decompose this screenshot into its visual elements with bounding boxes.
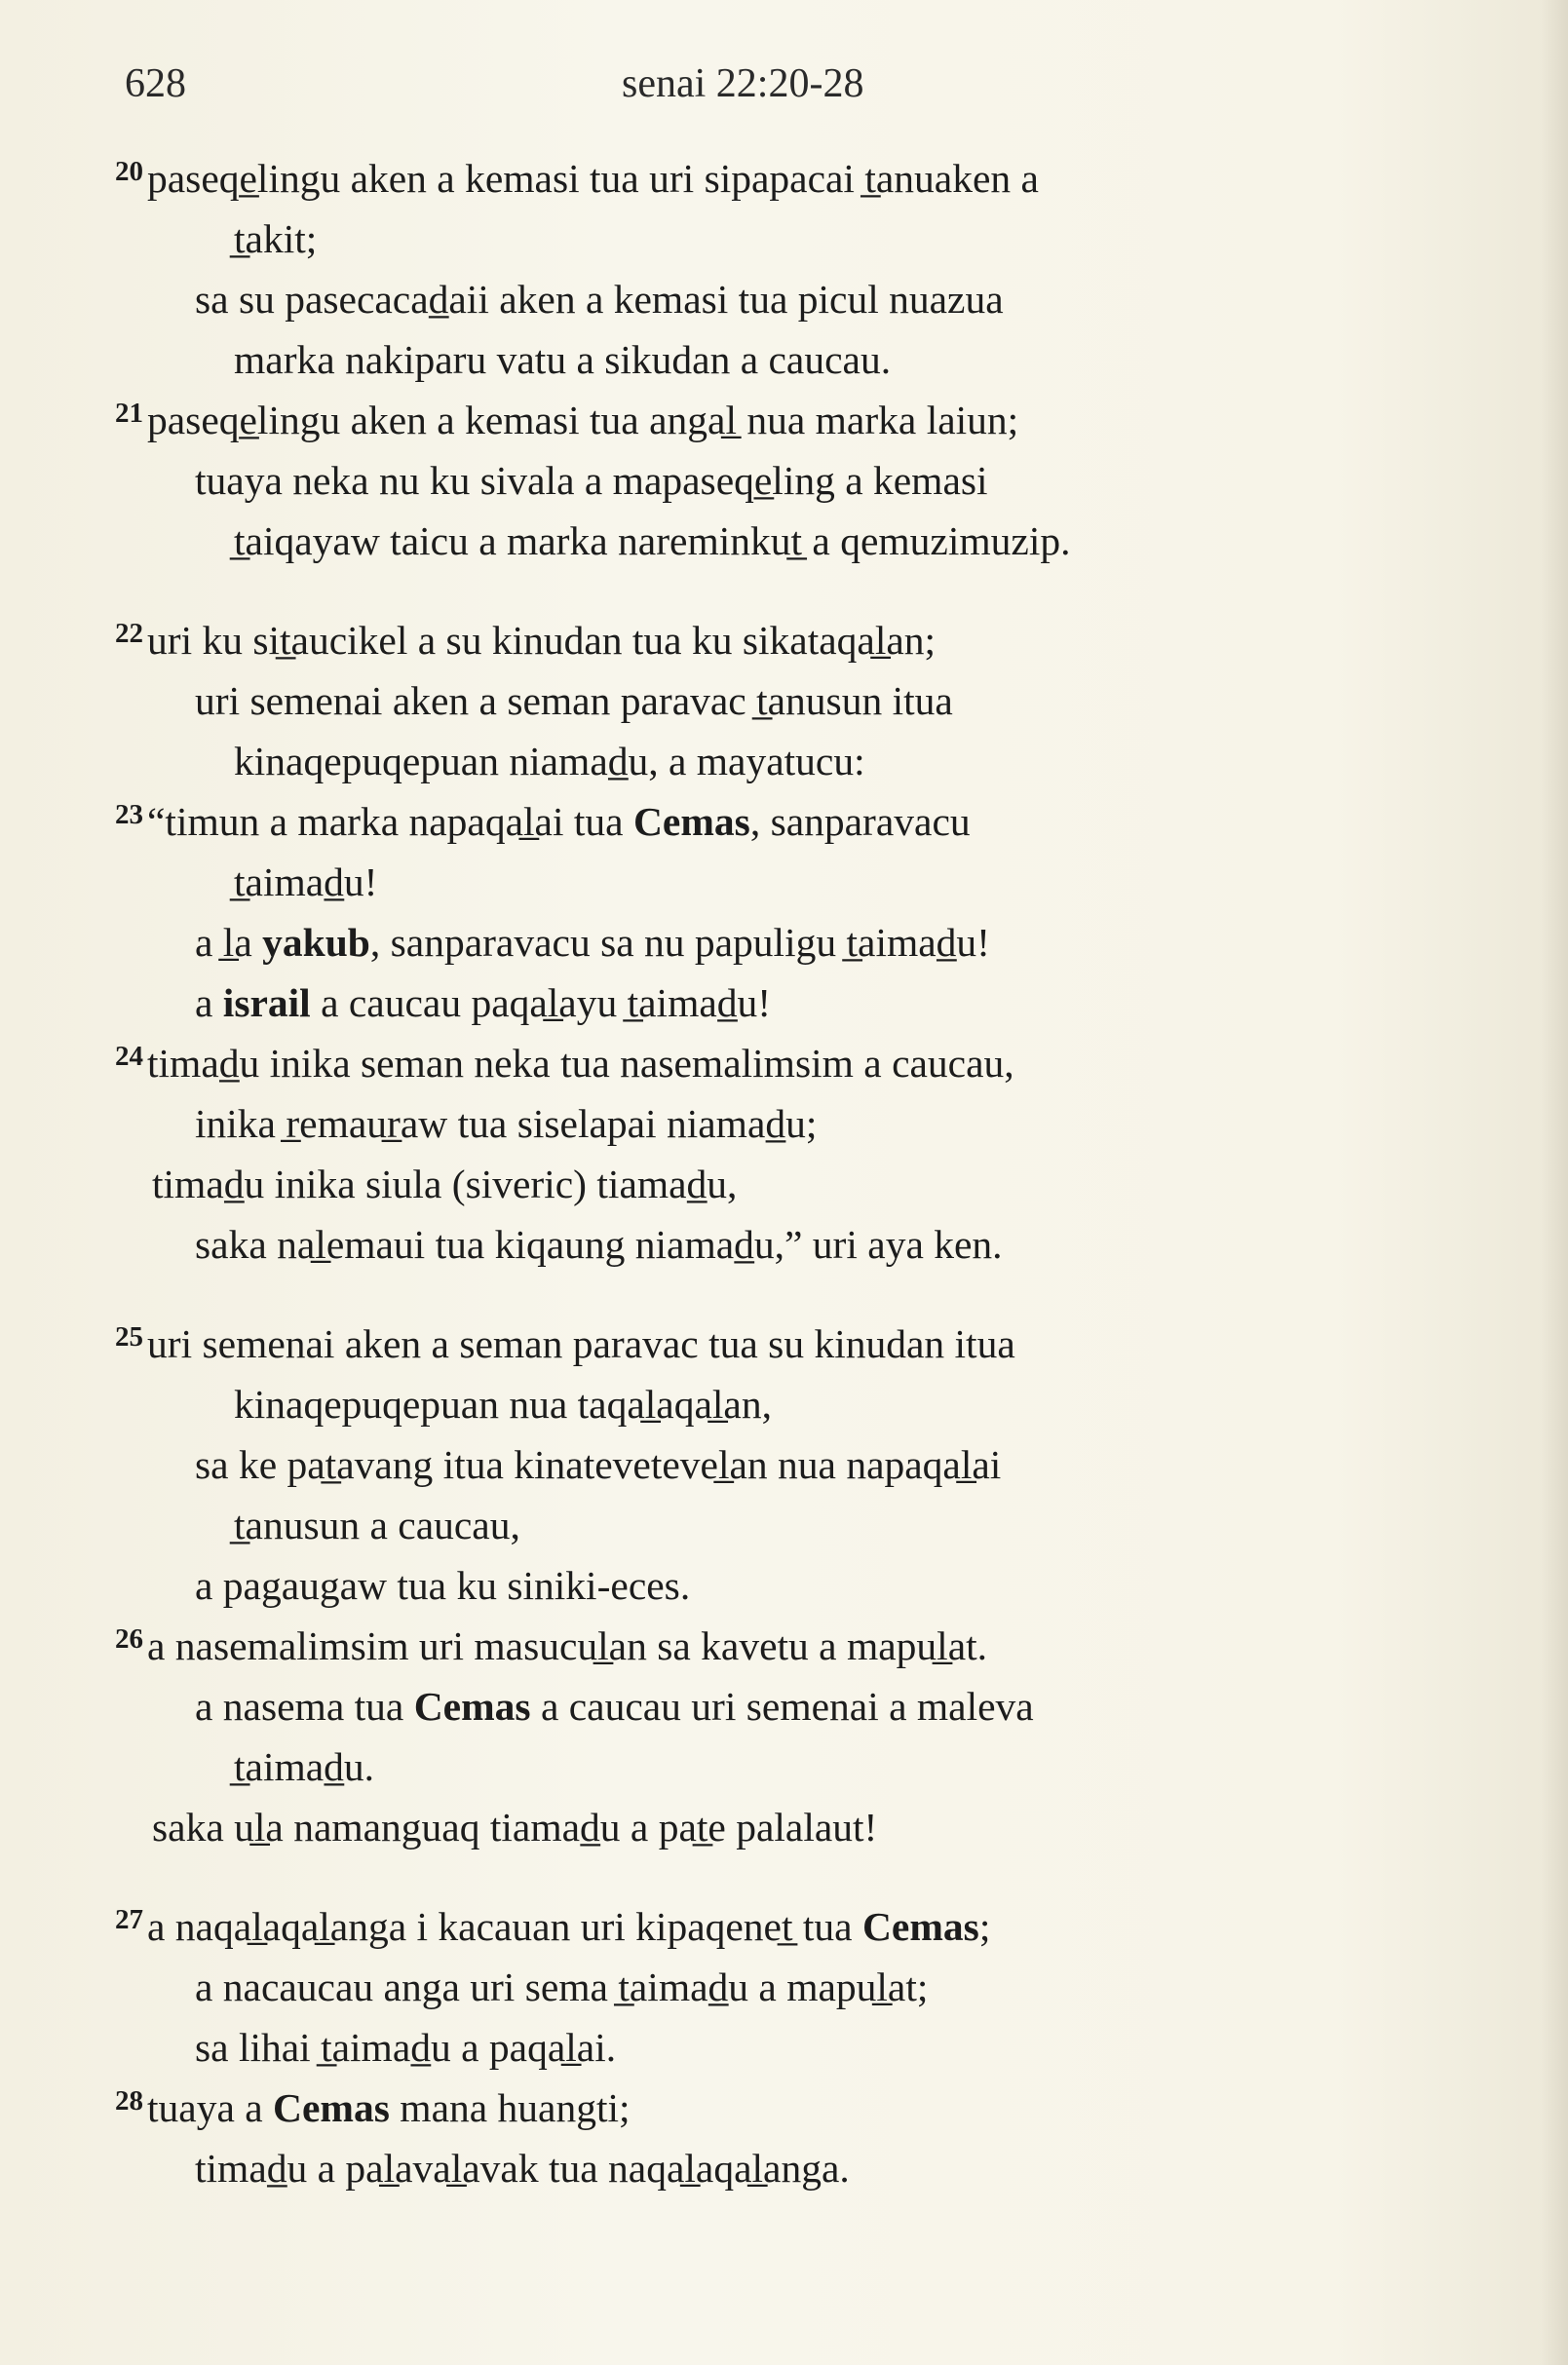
verse-line	[115, 2017, 1421, 2078]
divine-name: Cemas	[413, 1684, 531, 1729]
verse-number: 20	[115, 156, 143, 187]
verse-text: timad̲u inika seman neka tua nasemalimsim a caucau,	[147, 1041, 1014, 1086]
verse-text-part: a naqal̲aqal̲anga i kacauan uri kipaqenet̲ tua	[147, 1904, 862, 1949]
verse-line	[115, 670, 1421, 731]
divine-name: Cemas	[861, 1904, 979, 1949]
verse-text: paseqe̲lingu aken a kemasi tua uri sipapacai t̲anuaken a	[147, 156, 1039, 201]
verse-line	[115, 610, 1421, 670]
verse-text-part: a nasema tua	[195, 1684, 414, 1729]
verse-number: 24	[115, 1041, 143, 1072]
proper-name-israil: israil	[222, 980, 311, 1025]
verse-number: 23	[115, 799, 143, 830]
stanza-gap	[115, 1857, 1421, 1896]
verse-text: timad̲u a pal̲aval̲avak tua naqal̲aqal̲anga.	[195, 2146, 850, 2191]
verse-text-part: tuaya a	[147, 2085, 274, 2130]
verse-line	[115, 2078, 1421, 2138]
verse-text: saka ul̲a namanguaq tiamad̲u a pat̲e palalaut!	[152, 1805, 878, 1850]
verse-text: paseqe̲lingu aken a kemasi tua angal̲ nua marka laiun;	[147, 398, 1019, 442]
verse-line	[115, 1434, 1421, 1495]
verse-line	[115, 1797, 1421, 1857]
verse-text: tuaya neka nu ku sivala a mapaseqe̲ling a kemasi	[195, 458, 988, 503]
verse-line	[115, 269, 1421, 329]
verse-text-part: a	[195, 980, 223, 1025]
verse-text-part: , sanparavacu	[749, 799, 971, 844]
verse-text: sa su pasecacad̲aii aken a kemasi tua picul nuazua	[195, 277, 1004, 322]
verse-text-part: , sanparavacu sa nu papuligu t̲aimad̲u!	[369, 920, 990, 965]
verse-text-part: mana huangti;	[389, 2085, 631, 2130]
verse-line	[115, 148, 1421, 209]
verse-text: timad̲u inika siula (siveric) tiamad̲u,	[152, 1162, 738, 1206]
verse-line	[115, 1374, 1421, 1434]
verse-text: t̲anusun a caucau,	[234, 1503, 520, 1547]
verse-text-part: a l̲a	[195, 920, 263, 965]
divine-name: Cemas	[632, 799, 750, 844]
divine-name: Cemas	[273, 2085, 390, 2130]
verse-text: t̲aimad̲u!	[234, 859, 378, 904]
verse-text: kinaqepuqepuan nua taqal̲aqal̲an,	[234, 1382, 772, 1427]
verse-line	[115, 791, 1421, 852]
verse-line	[115, 1495, 1421, 1555]
verse-text: marka nakiparu vatu a sikudan a caucau.	[234, 337, 892, 382]
verse-text: a pagaugaw tua ku siniki-eces.	[195, 1563, 691, 1608]
verse-number: 25	[115, 1321, 143, 1353]
verse-line	[115, 1033, 1421, 1093]
verse-line	[115, 1616, 1421, 1676]
stanza-gap	[115, 1275, 1421, 1314]
verse-line	[115, 1676, 1421, 1736]
verse-number: 27	[115, 1904, 143, 1935]
verse-text-part: “timun a marka napaqal̲ai tua	[147, 799, 633, 844]
verse-text: t̲aiqayaw taicu a marka nareminkut̲ a qemuzimuzip.	[234, 518, 1071, 563]
verse-line	[115, 852, 1421, 912]
verse-text: kinaqepuqepuan niamad̲u, a mayatucu:	[234, 739, 865, 783]
verse-text: t̲aimad̲u.	[234, 1744, 375, 1789]
verse-text-part: a caucau uri semenai a maleva	[530, 1684, 1034, 1729]
verse-line	[115, 511, 1421, 571]
verse-line	[115, 2138, 1421, 2198]
running-head: senai 22:20-28	[622, 61, 864, 106]
poem-body	[115, 148, 1421, 2198]
verse-text: uri semenai aken a seman paravac tua su kinudan itua	[147, 1321, 1015, 1366]
page-number: 628	[125, 61, 186, 106]
verse-number: 28	[115, 2085, 143, 2117]
verse-text: a nasemalimsim uri masucul̲an sa kavetu a mapul̲at.	[147, 1623, 988, 1668]
verse-text-part: a caucau paqal̲ayu t̲aimad̲u!	[310, 980, 772, 1025]
proper-name-yakub: yakub	[262, 920, 370, 965]
verse-line	[115, 1736, 1421, 1797]
verse-text: sa ke pat̲avang itua kinatevetevel̲an nua napaqal̲ai	[195, 1442, 1002, 1487]
verse-text-part: ;	[978, 1904, 991, 1949]
verse-line	[115, 1214, 1421, 1275]
verse-line	[115, 912, 1421, 973]
verse-line	[115, 1957, 1421, 2017]
verse-line	[115, 1896, 1421, 1957]
verse-number: 26	[115, 1623, 143, 1655]
verse-text: a nacaucau anga uri sema t̲aimad̲u a mapul̲at;	[195, 1964, 929, 2009]
verse-text: inika r̲emaur̲aw tua siselapai niamad̲u;	[195, 1101, 818, 1146]
verse-line	[115, 1093, 1421, 1154]
verse-line	[115, 1555, 1421, 1616]
stanza-gap	[115, 571, 1421, 610]
page-edge-shadow	[1541, 0, 1568, 2365]
verse-line	[115, 731, 1421, 791]
page-header	[125, 60, 1450, 119]
verse-line	[115, 1154, 1421, 1214]
verse-number: 21	[115, 398, 143, 429]
verse-line	[115, 450, 1421, 511]
verse-text: sa lihai t̲aimad̲u a paqal̲ai.	[195, 2025, 617, 2070]
verse-text: saka nal̲emaui tua kiqaung niamad̲u,” uri aya ken.	[195, 1222, 1003, 1267]
verse-number: 22	[115, 618, 143, 649]
verse-line	[115, 973, 1421, 1033]
verse-line	[115, 329, 1421, 390]
verse-line	[115, 390, 1421, 450]
verse-line	[115, 209, 1421, 269]
verse-line	[115, 1314, 1421, 1374]
verse-text: uri semenai aken a seman paravac t̲anusun itua	[195, 678, 953, 723]
verse-text: uri ku sit̲aucikel a su kinudan tua ku sikataqal̲an;	[147, 618, 937, 663]
verse-text: t̲akit;	[234, 216, 318, 261]
